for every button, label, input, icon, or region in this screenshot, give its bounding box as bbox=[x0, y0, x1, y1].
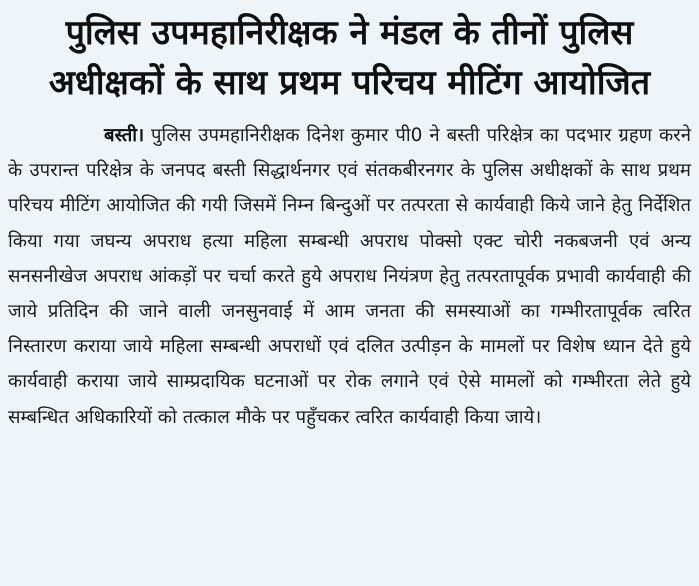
headline-line-1: पुलिस उपमहानिरीक्षक ने मंडल के तीनों पुलिस bbox=[65, 13, 634, 53]
dateline: बस्ती। bbox=[104, 125, 145, 146]
headline-line-2: अधीक्षकों के साथ प्रथम परिचय मीटिंग आयोजित bbox=[48, 63, 651, 103]
article-body-text: पुलिस उपमहानिरीक्षक दिनेश कुमार पी0 ने बस्ती परिक्षेत्र का पदभार ग्रहण करने के उपरान्त परिक्षेत्र के जनपद बस्ती सिद्धार्थनगर एवं संतकबीरनगर के पुलिस अधीक्षकों के साथ प्रथम परिचय मीटिंग आयोजित की गयी जिसमें निम्न बिन्दुओं पर तत्परता से कार्यवाही किये जाने हेतु निर्देशित किया गया जघन्य अपराध हत्या महिला सम्बन्धी अपराध पोक्सो एक्ट चोरी नकबजनी एवं अन्य सनसनीखेज अपराध आंकड़ों पर चर्चा करते हुये अपराध नियंत्रण हेतु तत्परतापूर्वक प्रभावी कार्यवाही की जाये प्रतिदिन की जाने वाली जनसुनवाई में आम जनता की समस्याओं का गम्भीरतापूर्वक त्वरित निस्तारण कराया जाये महिला सम्बन्धी अपराधों एवं दलित उत्पीड़न के मामलों पर विशेष ध्यान देते हुये कार्यवाही कराया जाये साम्प्रदायिक घटनाओं पर रोक लगाने एवं ऐसे मामलों को गम्भीरता लेते हुये सम्बन्धित अधिकारियों को तत्काल मौके पर पहुँचकर त्वरित कार्यवाही किया जाये। bbox=[8, 125, 691, 428]
article-body bbox=[8, 118, 691, 435]
article-headline bbox=[8, 0, 691, 108]
